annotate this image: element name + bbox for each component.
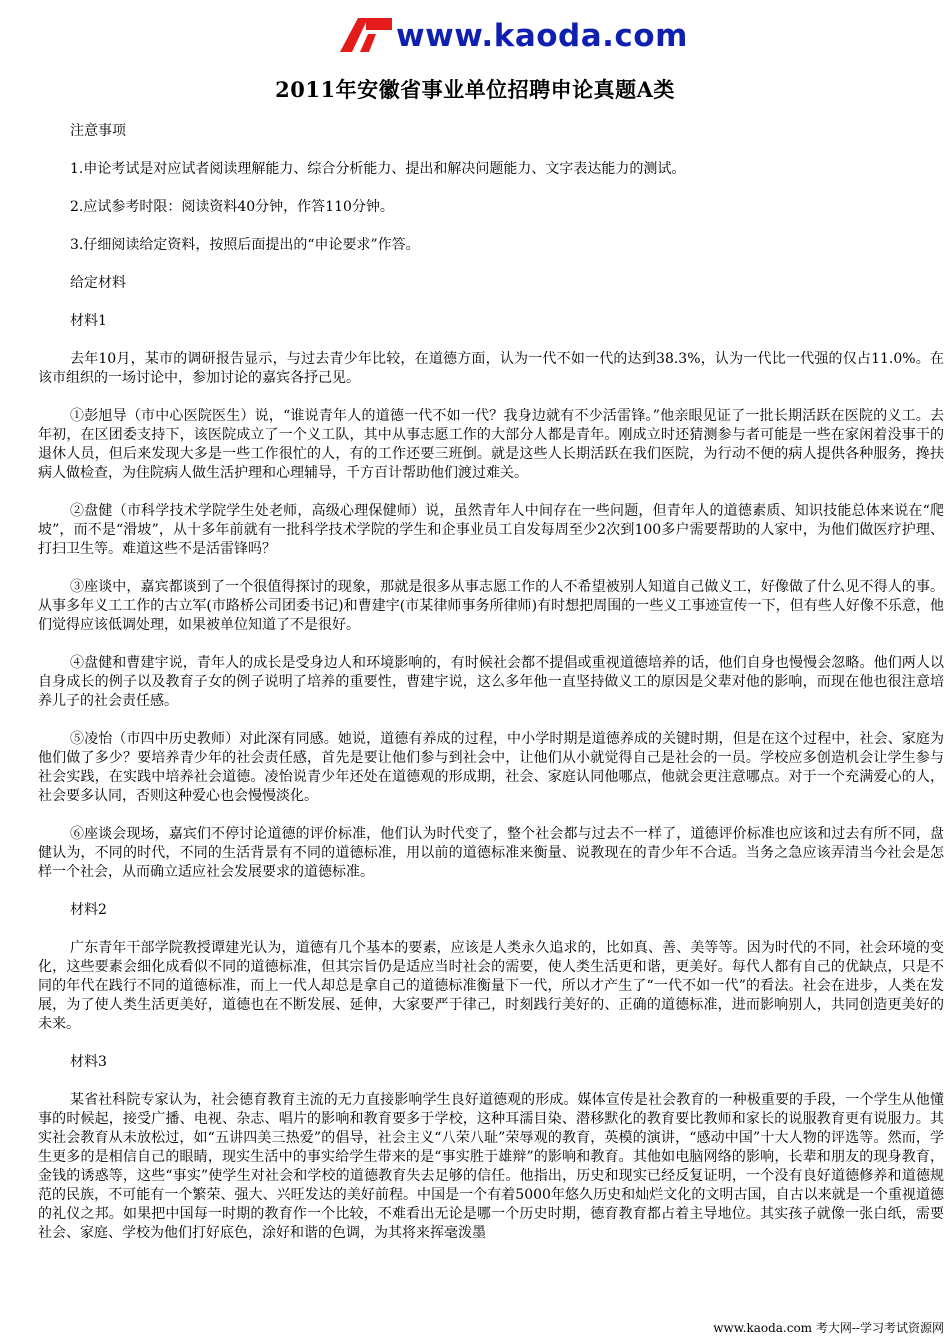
kaoda-logo-mark-icon — [338, 18, 394, 52]
material-1-paragraph: ⑥座谈会现场，嘉宾们不停讨论道德的评价标准，他们认为时代变了，整个社会都与过去不一样了，道德评价标准也应该和过去有所不同，盘健认为，不同的时代，不同的生活背景有不同的道德标准，用以前的道德标准来衡量、说教现在的青少年不合适。当务之急应该弄清当今社会是怎样一个社会，从而确立适应社会发展要求的道德标准。 — [38, 826, 944, 880]
material-3-heading: 材料3 — [70, 1054, 107, 1070]
material-1-paragraph: ③座谈中，嘉宾都谈到了一个很值得探讨的现象，那就是很多从事志愿工作的人不希望被别人知道自己做义工，好像做了什么见不得人的事。从事多年义工工作的古立军(市路桥公司团委书记)和曹建宇(市某律师事务所律师)有时想把周围的一些义工事迹宣传一下，但有些人好像不乐意，他们觉得应该低调处理，如果被单位知道了不是很好。 — [38, 579, 944, 633]
notice-item-3: 3.仔细阅读给定资料，按照后面提出的“申论要求”作答。 — [70, 237, 420, 253]
page-footer: www.kaoda.com 考大网--学习考试资源网 — [713, 1321, 944, 1335]
material-1-paragraph: ①彭旭导（市中心医院医生）说，“谁说青年人的道德一代不如一代？我身边就有不少活雷锋。”他亲眼见证了一批长期活跃在医院的义工。去年初，在区团委支持下，该医院成立了一个义工队，其中从事志愿工作的大部分人都是青年。刚成立时还猜测参与者可能是一些在家闲着没事干的退休人员，但后来发现大多是一些工作很忙的人，有的工作还要三班倒。就是这些人长期活跃在我们医院，为行动不便的病人提供各种服务，搀扶病人做检查，为住院病人做生活护理和心理辅导，千方百计帮助他们渡过难关。 — [38, 408, 944, 481]
notice-item-1: 1.申论考试是对应试者阅读理解能力、综合分析能力、提出和解决问题能力、文字表达能力的测试。 — [70, 161, 686, 177]
notice-heading: 注意事项 — [70, 123, 126, 139]
material-1-heading: 材料1 — [70, 313, 107, 329]
material-2-paragraph: 广东青年干部学院教授谭建光认为，道德有几个基本的要素，应该是人类永久追求的，比如真、善、美等等。因为时代的不同，社会环境的变化，这些要素会细化成看似不同的道德标准，但其宗旨仍是适应当时社会的需要，使人类生活更和谐，更美好。每代人都有自己的优缺点，只是不同的年代在践行不同的道德标准，而上一代人却总是拿自己的道德标准衡量下一代，所以才产生了“一代不如一代”的看法。社会在进步，人类在发展，为了使人类生活更美好，道德也在不断发展、延伸，大家要严于律己，时刻践行美好的、正确的道德标准，进而影响别人，共同创造更美好的未来。 — [38, 940, 944, 1032]
document-body — [38, 122, 944, 1262]
material-1-paragraph: 去年10月，某市的调研报告显示，与过去青少年比较，在道德方面，认为一代不如一代的达到38.3%，认为一代比一代强的仅占11.0%。在该市组织的一场讨论中，参加讨论的嘉宾各抒己见。 — [38, 351, 944, 386]
material-1-paragraph: ⑤凌怡（市四中历史教师）对此深有同感。她说，道德有养成的过程，中小学时期是道德养成的关键时期，但是在这个过程中，社会、家庭为他们做了多少？要培养青少年的社会责任感，首先是要让他们参与到社会中，让他们从小就觉得自己是社会的一员。学校应多创造机会让学生参与社会实践，在实践中培养社会道德。凌怡说青少年还处在道德观的形成期，社会、家庭认同他哪点，他就会更注意哪点。对于一个充满爱心的人，社会要多认同，否则这种爱心也会慢慢淡化。 — [38, 731, 944, 804]
kaoda-logo — [338, 12, 688, 60]
logo-url-text: www.kaoda.com — [396, 18, 688, 54]
material-1-paragraph: ②盘健（市科学技术学院学生处老师，高级心理保健师）说，虽然青年人中间存在一些问题，但青年人的道德素质、知识技能总体来说在“爬坡”，而不是“滑坡”，从十多年前就有一批科学技术学院的学生和企事业员工自发每周至少2次到100多户需要帮助的人家中，为他们做医疗护理、打扫卫生等。难道这些不是活雷锋吗？ — [38, 503, 944, 557]
material-2-heading: 材料2 — [70, 902, 107, 918]
material-1-paragraph: ④盘健和曹建宇说，青年人的成长是受身边人和环境影响的，有时候社会都不提倡或重视道德培养的话，他们自身也慢慢会忽略。他们两人以自身成长的例子以及教育子女的例子说明了培养的重要性，曹建宇说，这么多年他一直坚持做义工的原因是父辈对他的影响，而现在他也很注意培养儿子的社会责任感。 — [38, 655, 944, 709]
notice-item-2: 2.应试参考时限：阅读资料40分钟，作答110分钟。 — [70, 199, 394, 215]
page-title: 2011年安徽省事业单位招聘申论真题A类 — [275, 77, 675, 102]
material-3-paragraph: 某省社科院专家认为，社会德育教育主流的无力直接影响学生良好道德观的形成。媒体宣传是社会教育的一种极重要的手段，一个学生从他懂事的时候起，接受广播、电视、杂志、唱片的影响和教育要多于学校，这种耳濡目染、潜移默化的教育要比教师和家长的说服教育更有说服力。其实社会教育从未放松过，如“五讲四美三热爱”的倡导，社会主义“八荣八耻”荣辱观的教育，英模的演讲，“感动中国”十大人物的评选等。然而，学生更多的是相信自己的眼睛，现实生活中的事实给学生带来的是“事实胜于雄辩”的影响和教育。其他如电脑网络的影响，长辈和朋友的现身教育，金钱的诱惑等，这些“事实”使学生对社会和学校的道德教育失去足够的信任。他指出，历史和现实已经反复证明，一个没有良好道德修养和道德规范的民族，不可能有一个繁荣、强大、兴旺发达的美好前程。中国是一个有着5000年悠久历史和灿烂文化的文明古国，自古以来就是一个重视道德的礼仪之邦。如果把中国每一时期的教育作一个比较，不难看出无论是哪一个历史时期，德育教育都占着主导地位。其实孩子就像一张白纸，需要社会、家庭、学校为他们打好底色，涂好和谐的色调，为其将来挥毫泼墨 — [38, 1092, 944, 1241]
materials-heading: 给定材料 — [70, 275, 126, 291]
